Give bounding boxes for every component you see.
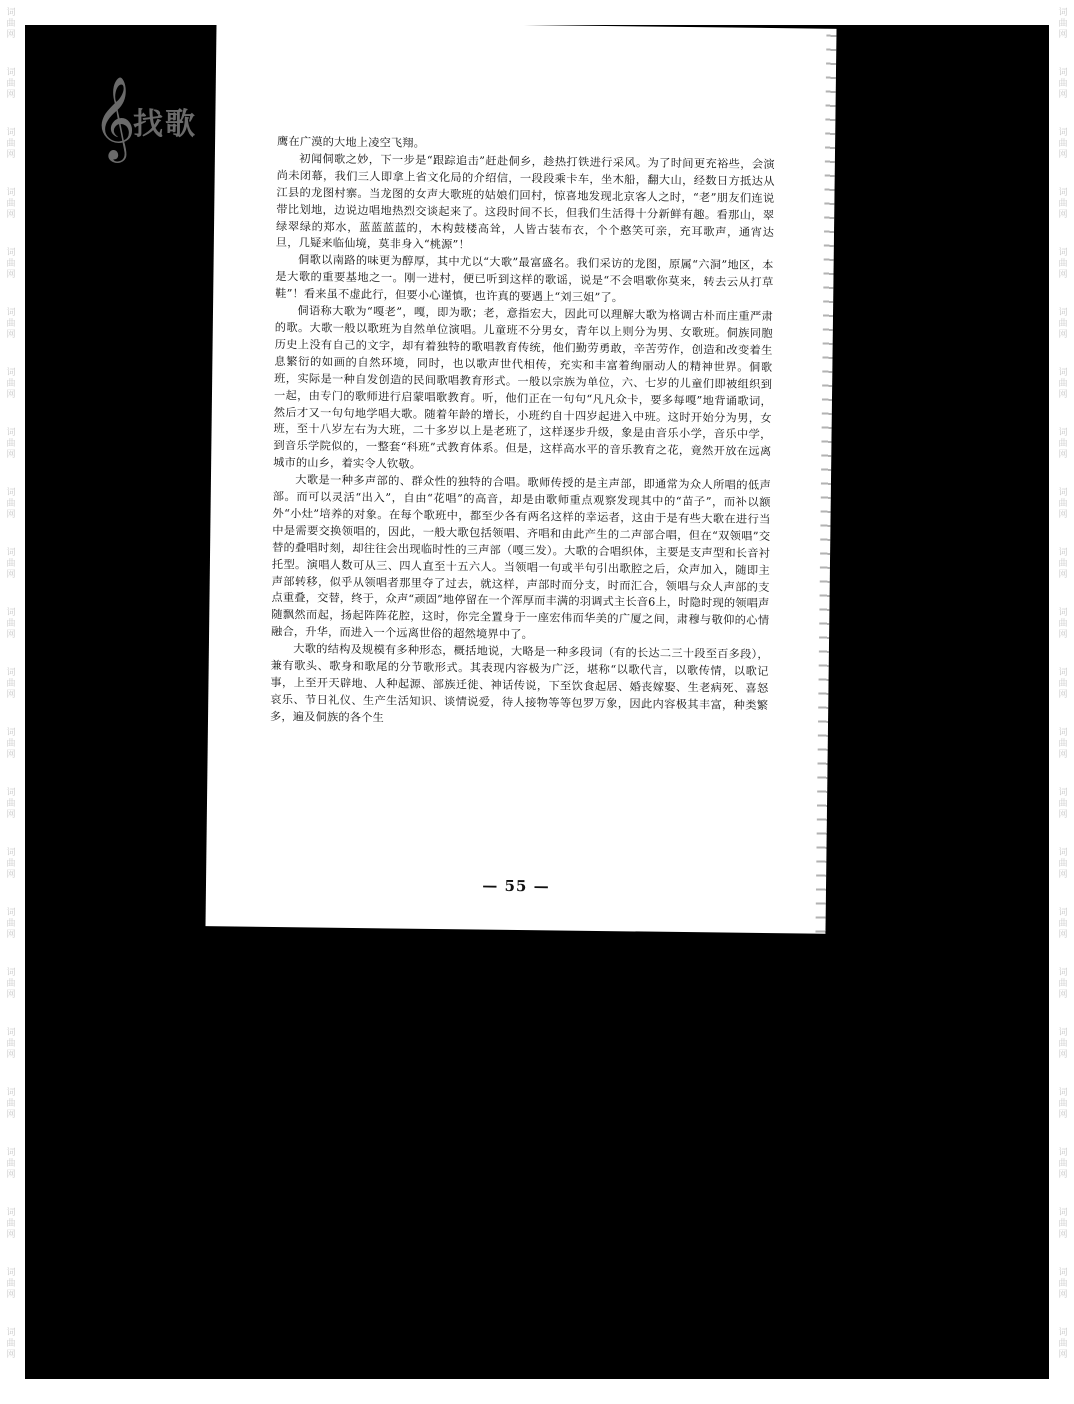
watermark-text: 词 曲 网 bbox=[6, 308, 16, 340]
watermark-text: 词 曲 网 bbox=[6, 548, 16, 580]
paper-edge-noise bbox=[815, 29, 836, 934]
watermark-text: 词 曲 网 bbox=[6, 1028, 16, 1060]
watermark-text: 词 曲 网 bbox=[1058, 1328, 1068, 1360]
site-logo bbox=[93, 77, 223, 167]
watermark-text: 词 曲 网 bbox=[6, 728, 16, 760]
page-number: — 55 — bbox=[482, 876, 550, 896]
watermark-text: 词 曲 网 bbox=[6, 968, 16, 1000]
watermark-text: 词 曲 网 bbox=[1058, 548, 1068, 580]
watermark-text: 词 曲 网 bbox=[6, 1328, 16, 1360]
watermark-text: 词 曲 网 bbox=[1058, 1208, 1068, 1240]
paragraph-2: 初闻侗歌之妙，下一步是“跟踪追击”赶赴侗乡，趁热打铁进行采风。为了时间更充裕些，会演尚未闭幕，我们三人即拿上省文化局的介绍信，一段段乘卡车，坐木船，翻大山，经数日方抵达从江县的龙图村寨。当龙图的女声大歌班的姑娘们回村，惊喜地发现北京客人之时，“老”朋友们连说带比划地，边说边唱地热烈交谈起来了。这段时间不长，但我们生活得十分新鲜有趣。看那山，翠绿翠绿的郑水，蓝蓝蓝蓝的，木构鼓楼高耸，人皆古装布衣，个个憨笑可亲，充耳歌声，通宵达旦，几疑来临仙境，莫非身入“桃源”！ bbox=[275, 152, 775, 252]
watermark-text: 词 曲 网 bbox=[1058, 908, 1068, 940]
paragraph-4: 侗语称大歌为“嘎老”，嘎，即为歌；老，意指宏大，因此可以理解大歌为格调古朴而庄重严肃的歌。大歌一般以歌班为自然单位演唱。儿童班不分男女，青年以上则分为男、女歌班。侗族同胞历史上没有自己的文字，却有着独特的歌唱教育传统，他们勤劳勇敢，辛苦劳作，创造和改变着生息繁衍的如画的自然环境，同时，也以歌声世代相传，充实和丰富着绚丽动人的精神世界。侗歌班，实际是一种自发创造的民间歌唱教育形式。一般以宗族为单位，六、七岁的儿童们即被组织到一起，由专门的歌师进行启蒙唱歌教育。听，他们正在一句句“凡凡众卡，要多每嘎”地背诵歌词，然后才又一句句地学唱大歌。随着年龄的增长，小班约自十四岁起进入中班。这时开始分为男，女班，至十八岁左右为大班，二十多岁以上是老班了，这样逐步升级，象是由音乐小学，音乐中学，到音乐学院似的，一整套“科班”式教育体系。但是，这样高水平的音乐教育之花，竟然开放在远离城市的山乡，着实令人钦敬。 bbox=[273, 304, 774, 471]
watermark-text: 词 曲 网 bbox=[1058, 248, 1068, 280]
watermark-text: 词 曲 网 bbox=[6, 428, 16, 460]
site-logo-text: 找歌 bbox=[133, 107, 197, 142]
watermark-text: 词 曲 网 bbox=[6, 128, 16, 160]
document-body bbox=[270, 134, 775, 732]
watermark-text: 词 曲 网 bbox=[1058, 728, 1068, 760]
watermark-text: 词 曲 网 bbox=[6, 608, 16, 640]
scanned-paper-sheet bbox=[205, 25, 836, 934]
paragraph-6: 大歌的结构及规模有多种形态，概括地说，大略是一种多段词（有的长达二三十段至百多段），兼有歌头、歌身和歌尾的分节歌形式。其表现内容极为广泛，堪称“以歌代言，以歌传情，以歌记事，上至开天辟地、人种起源、部族迁徙、神话传说，下至饮食起居、婚丧嫁娶、生老病死、喜怒哀乐、节日礼仪、生产生活知识、谈情说爱，待人接物等等包罗万象，因此内容极其丰富，种类繁多，遍及侗族的各个生 bbox=[269, 642, 769, 725]
watermark-text: 词 曲 网 bbox=[1058, 848, 1068, 880]
watermark-text: 词 曲 网 bbox=[6, 788, 16, 820]
watermark-text: 词 曲 网 bbox=[1058, 68, 1068, 100]
scanned-page-area bbox=[25, 25, 1049, 1379]
watermark-text: 词 曲 网 bbox=[6, 1268, 16, 1300]
watermark-text: 词 曲 网 bbox=[1058, 488, 1068, 520]
watermark-text: 词 曲 网 bbox=[6, 488, 16, 520]
paragraph-1: 鹰在广漠的大地上凌空飞翔。 bbox=[277, 134, 426, 150]
watermark-text: 词 曲 网 bbox=[6, 1148, 16, 1180]
paragraph-3: 侗歌以南路的味更为醇厚，其中尤以“大歌”最富盛名。我们采访的龙图，原属“六洞”地区，本是大歌的重要基地之一。刚一进村，便已听到这样的歌谣，说是“不会唱歌你莫来，转去云从打草鞋”！看来虽不虚此行，但要小心谨慎，也许真的要遇上“刘三姐”了。 bbox=[275, 253, 774, 305]
watermark-text: 词 曲 网 bbox=[6, 368, 16, 400]
watermark-text: 词 曲 网 bbox=[1058, 1148, 1068, 1180]
treble-clef-icon: 𝄞 bbox=[93, 75, 136, 159]
watermark-text: 词 曲 网 bbox=[1058, 668, 1068, 700]
watermark-text: 词 曲 网 bbox=[1058, 8, 1068, 40]
watermark-text: 词 曲 网 bbox=[1058, 188, 1068, 220]
paragraph-5: 大歌是一种多声部的、群众性的独特的合唱。歌师传授的是主声部，即通常为众人所唱的低声部。而可以灵活“出入”，自由“花唱”的高音，却是由歌师重点观察发现其中的“苗子”，而补以额外“小灶”培养的对象。在每个歌班中，都至少各有两名这样的幸运者，这由于是有些大歌在进行当中是需要交换领唱的，因此，一般大歌包括领唱、齐唱和由此产生的二声部合唱，但在“双领唱”交替的叠唱时刻，却往往会出现临时性的三声部（嘎三发）。大歌的合唱织体，主要是支声型和长音衬托型。演唱人数可从三、四人直至十五六人。当领唱一句或半句引出歌腔之后，众声加入，随即主声部转移，似乎从领唱者那里夺了过去，就这样，声部时而分支，时而汇合，领唱与众人声部的支点重叠，交替，终于，众声“顽固”地停留在一个浑厚而丰满的羽调式主长音6上，时隐时现的领唱声随飘然而起，扬起阵阵花腔，这时，你完全置身于一座宏伟而华美的广厦之间，肃穆与敬仰的心情融合，升华，而进入一个远离世俗的超然境界中了。 bbox=[271, 473, 771, 642]
watermark-text: 词 曲 网 bbox=[6, 188, 16, 220]
watermark-text: 词 曲 网 bbox=[6, 1088, 16, 1120]
watermark-text: 词 曲 网 bbox=[6, 248, 16, 280]
watermark-text: 词 曲 网 bbox=[6, 908, 16, 940]
watermark-text: 词 曲 网 bbox=[1058, 788, 1068, 820]
watermark-text: 词 曲 网 bbox=[1058, 308, 1068, 340]
watermark-text: 词 曲 网 bbox=[1058, 1028, 1068, 1060]
watermark-text: 词 曲 网 bbox=[6, 68, 16, 100]
watermark-text: 词 曲 网 bbox=[6, 8, 16, 40]
watermark-text: 词 曲 网 bbox=[6, 848, 16, 880]
watermark-text: 词 曲 网 bbox=[1058, 968, 1068, 1000]
watermark-text: 词 曲 网 bbox=[6, 668, 16, 700]
watermark-text: 词 曲 网 bbox=[6, 1208, 16, 1240]
left-watermark-strip bbox=[0, 0, 22, 1404]
watermark-text: 词 曲 网 bbox=[1058, 128, 1068, 160]
watermark-text: 词 曲 网 bbox=[1058, 1268, 1068, 1300]
watermark-text: 词 曲 网 bbox=[1058, 1088, 1068, 1120]
watermark-text: 词 曲 网 bbox=[1058, 608, 1068, 640]
watermark-text: 词 曲 网 bbox=[1058, 428, 1068, 460]
watermark-text: 词 曲 网 bbox=[1058, 368, 1068, 400]
right-watermark-strip bbox=[1052, 0, 1074, 1404]
